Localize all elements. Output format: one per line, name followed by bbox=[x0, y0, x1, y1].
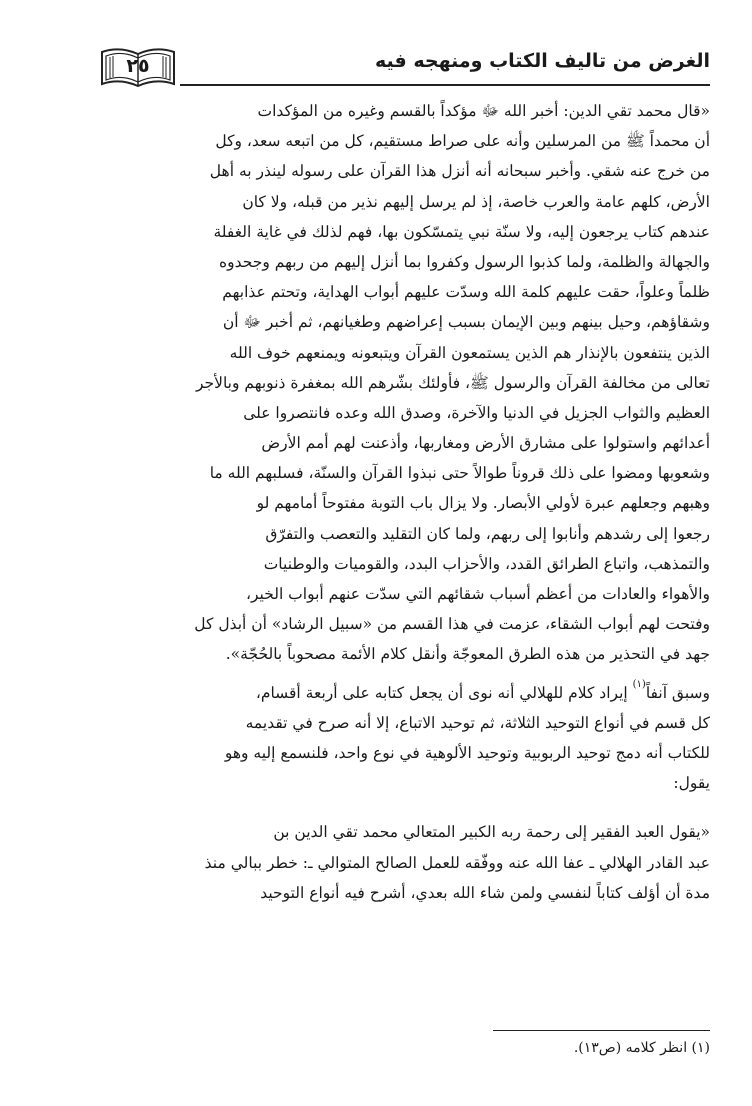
text-line: ظلماً وعلواً، حقت عليهم كلمة الله وسدّت عليهم أبواب الهداية، وتحتم عذابهم bbox=[222, 283, 710, 302]
footnote-text: (١) انظر كلامه (ص١٣). bbox=[573, 1040, 710, 1056]
text-line: الأرض، كلهم عامة والعرب خاصة، إذ لم يرسل إليهم نذير من قبله، ولا كان bbox=[242, 192, 710, 211]
running-header-title: الغرض من تاليف الكتاب ومنهجه فيه bbox=[375, 50, 710, 72]
text-line: أعدائهم واستولوا على مشارق الأرض ومغاربها، وأذعنت لهم أمم الأرض bbox=[261, 434, 710, 453]
footnote-reference[interactable]: (١) bbox=[632, 678, 646, 690]
text-line bbox=[34, 678, 710, 708]
text-line: عندهم كتاب يرجعون إليه، ولا سنّة نبي يتمسّكون بها، فهم لذلك في غاية الغفلة bbox=[213, 222, 710, 241]
footnote-divider bbox=[493, 1030, 710, 1031]
text-line: وشقاؤهم، وحيل بينهم وبين الإيمان بسبب إعراضهم وطغيانهم، ثم أخبر ﷻ أن bbox=[222, 313, 710, 332]
text-line: أن محمداً ﷺ من المرسلين وأنه على صراط مستقيم، كل من اتبعه سعد، وكل bbox=[215, 132, 710, 151]
text-line: من خرج عنه شقي. وأخبر سبحانه أنه أنزل هذا القرآن على رسوله لينذر به أهل bbox=[209, 162, 710, 181]
text-line: والجهالة والظلمة، ولما كذبوا الرسول وكفروا بما أنزل إليهم من ربهم وجحدوه bbox=[219, 252, 710, 271]
text-run: وسبق آنفاً bbox=[645, 683, 710, 702]
text-line: كل قسم في أنواع التوحيد الثلاثة، ثم توحيد الاتباع، إلا أنه صرح في تقديمه bbox=[245, 713, 710, 732]
page-body bbox=[34, 96, 710, 908]
text-line: مدة أن أؤلف كتاباً لنفسي ولمن شاء الله بعدي، أشرح فيه أنواع التوحيد bbox=[260, 883, 710, 902]
text-line: رجعوا إلى رشدهم وأنابوا إلى ربهم، ولما كان التقليد والتعصب والتفرّق bbox=[265, 524, 710, 543]
text-line: عبد القادر الهلالي ـ عفا الله عنه ووفّقه للعمل الصالح المتوالي ـ: خطر ببالي منذ bbox=[204, 853, 710, 872]
text-line: «قال محمد تقي الدين: أخبر الله ﷻ مؤكداً بالقسم وغيره من المؤكدات bbox=[257, 102, 710, 120]
text-line: الذين ينتفعون بالإنذار هم الذين يستمعون القرآن ويتبعونه ويمنعهم خوف الله bbox=[229, 343, 710, 362]
text-line: جهد في التحذير من هذه الطرق المعوجّة وأنقل كلام الأئمة مصحوباً بالحُجّة». bbox=[225, 645, 710, 664]
page-number: ٢٥ bbox=[126, 55, 150, 77]
text-line: تعالى من مخالفة القرآن والرسول ﷺ، فأولئك بشّرهم الله بمغفرة ذنوبهم وبالأجر bbox=[195, 373, 710, 392]
paragraph-commentary bbox=[34, 678, 710, 799]
text-line: والتمذهب، واتباع الطرائق القدد، والأحزاب البدد، والقوميات والوطنيات bbox=[263, 554, 710, 573]
text-line: وشعوبها ومضوا على ذلك قروناً طوالاً حتى نبذوا القرآن والسنّة، فسلبهم الله ما bbox=[209, 464, 710, 483]
text-line: للكتاب أنه دمج توحيد الربوبية وتوحيد الألوهية في نوع واحد، فلنسمع إليه وهو bbox=[224, 743, 710, 762]
paragraph-quote-2 bbox=[34, 817, 710, 908]
text-run: إيراد كلام للهلالي أنه نوى أن يجعل كتابه على أربعة أقسام، bbox=[255, 683, 633, 702]
text-line: وهبهم وجعلهم عبرة لأولي الأبصار. ولا يزال باب التوبة مفتوحاً أمامهم لو bbox=[256, 494, 710, 513]
open-book-ornament-icon bbox=[98, 44, 178, 90]
text-line: العظيم والثواب الجزيل في الدنيا والآخرة، وصدق الله وعده فانتصروا على bbox=[243, 403, 710, 422]
text-line: وفتحت لهم أبواب الشقاء، عزمت في هذا القسم من «سبيل الرشاد» أن أبذل كل bbox=[194, 615, 710, 634]
text-line: يقول: bbox=[673, 774, 710, 793]
header-divider bbox=[180, 84, 710, 86]
text-line: «يقول العبد الفقير إلى رحمة ربه الكبير المتعالي محمد تقي الدين بن bbox=[273, 823, 710, 842]
paragraph-quote-1 bbox=[34, 96, 710, 670]
page-header bbox=[78, 38, 710, 96]
text-line: والأهواء والعادات من أعظم أسباب شقائهم التي سدّت عنهم أبواب الخير، bbox=[245, 585, 710, 603]
